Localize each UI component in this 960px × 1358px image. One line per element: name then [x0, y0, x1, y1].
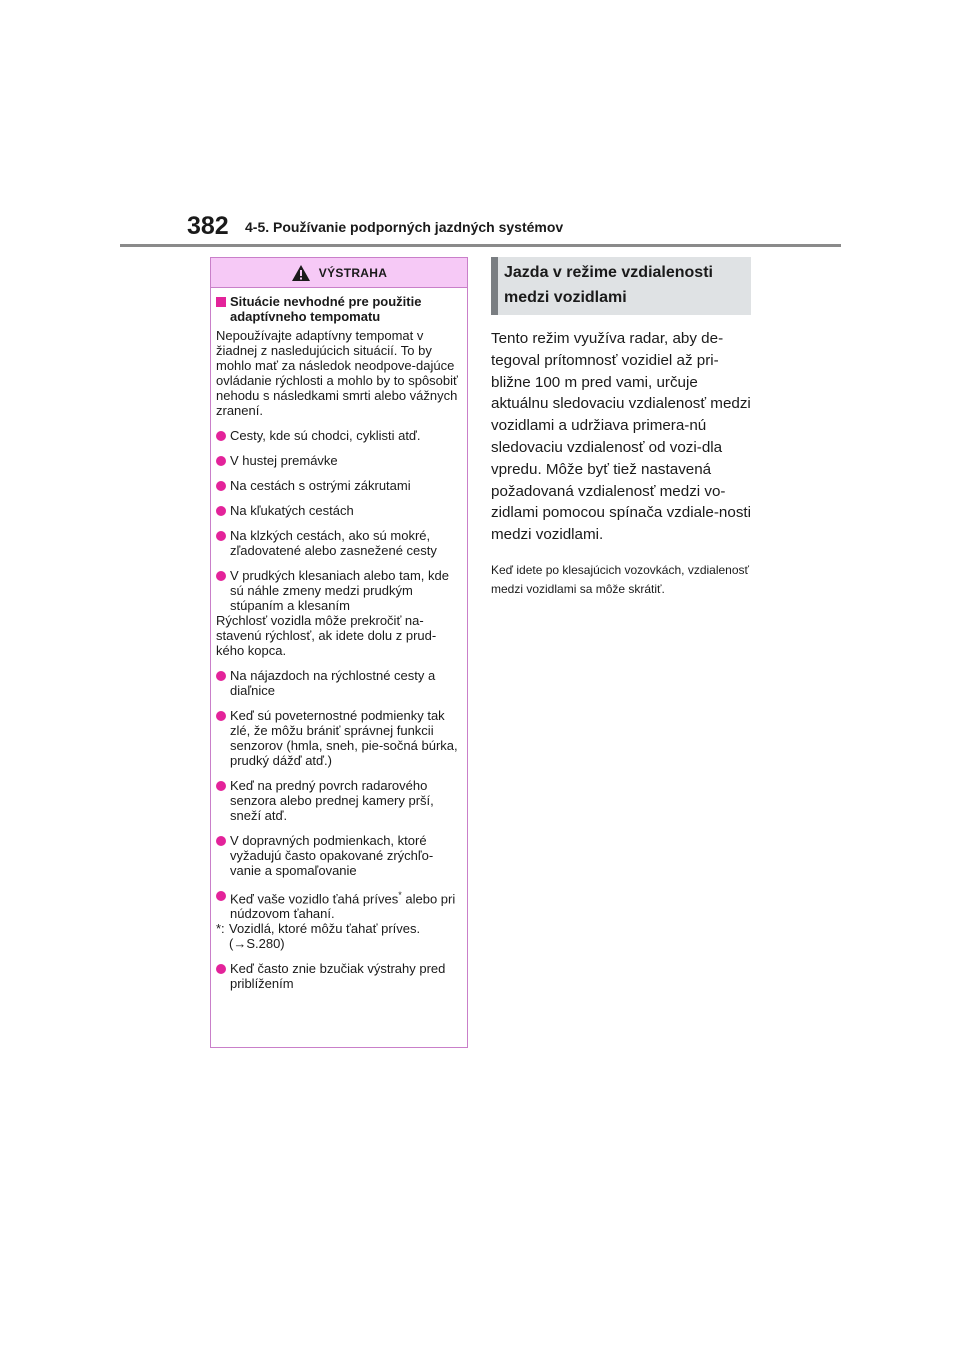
warning-item-main: V prudkých klesaniach alebo tam, kde sú náhle zmeny medzi prudkým stúpaním a klesaním [230, 568, 449, 613]
warning-subtitle [216, 294, 461, 324]
warning-list-item [216, 833, 461, 878]
warning-note: Rýchlosť vozidla môže prekročiť na-stavenú rýchlosť, ak idete dolu z prud-kého kopca. [216, 613, 437, 658]
round-bullet-icon [216, 891, 226, 901]
round-bullet-icon [216, 571, 226, 581]
warning-list-item [216, 528, 461, 558]
warning-header [211, 258, 467, 288]
warning-item-main: Keď sú poveternostné podmienky tak zlé, že môžu brániť správnej funkcii senzorov (hmla, sneh, pie-sočná búrka, prudký dážď atď.) [230, 708, 458, 768]
warning-triangle-icon [291, 264, 311, 282]
section-heading: Jazda v režime vzdialenosti medzi vozidlami [491, 257, 751, 315]
warning-list-item [216, 428, 461, 443]
warning-item-text [230, 668, 461, 698]
warning-list-item [216, 478, 461, 493]
warning-item-text [230, 568, 461, 613]
round-bullet-icon [216, 671, 226, 681]
warning-item-text [230, 888, 461, 921]
warning-list-item [216, 668, 461, 698]
warning-item-text [230, 778, 461, 823]
section-header: 4-5. Používanie podporných jazdných systémov [245, 219, 564, 235]
header-rule [120, 244, 841, 247]
warning-list-item [216, 888, 461, 921]
footnote-ref: * [398, 890, 402, 900]
right-column [491, 257, 751, 600]
warning-item-text [230, 833, 461, 878]
footnote [216, 921, 461, 951]
round-bullet-icon [216, 431, 226, 441]
footnote-mark: *: [216, 921, 225, 937]
warning-item-text [230, 708, 461, 768]
warning-item-main: Na nájazdoch na rýchlostné cesty a diaľnice [230, 668, 436, 698]
round-bullet-icon [216, 506, 226, 516]
warning-item-text [230, 428, 421, 443]
warning-item-main: Na cestách s ostrými zákrutami [230, 478, 411, 493]
warning-item-main: V hustej premávke [230, 453, 338, 468]
warning-item-main: Na kľukatých cestách [230, 503, 354, 518]
warning-list-item [216, 778, 461, 823]
warning-box [210, 257, 468, 1048]
warning-item-main: Na klzkých cestách, ako sú mokré, zľadovatené alebo zasnežené cesty [230, 528, 437, 558]
square-bullet-icon [216, 297, 226, 307]
body-paragraph: Tento režim využíva radar, aby de-tegoval prítomnosť vozidiel až pri-bližne 100 m pred vami, určuje aktuálnu sledovaciu vzdialenosť medzi vozidlami a udržiava primera-nú sledovaciu vzdialenosť od vozi-dla vpredu. Môže byť tiež nastavená požadovaná vzdialenosť medzi vo-zidlami pomocou spínača vzdiale-nosti medzi vozidlami. [491, 330, 752, 544]
warning-item-main: Keď vaše vozidlo ťahá príves [230, 891, 399, 907]
warning-item-text [230, 478, 411, 493]
warning-list-item [216, 453, 461, 468]
warning-intro: Nepoužívajte adaptívny tempomat v žiadnej z nasledujúcich situácií. To by mohlo mať za následok neodpove-dajúce ovládanie rýchlosti a mohlo by to spôsobiť nehodu s následkami smrti alebo vážnych zranení. [216, 328, 458, 418]
warning-item-text [230, 961, 461, 991]
warning-item-continuation: alebo pri núdzovom ťahaní. [230, 891, 456, 922]
warning-body [211, 288, 467, 991]
warning-list-item [216, 503, 461, 518]
round-bullet-icon [216, 836, 226, 846]
round-bullet-icon [216, 456, 226, 466]
round-bullet-icon [216, 481, 226, 491]
warning-list-item [216, 961, 461, 991]
warning-item-text [230, 453, 338, 468]
footnote-text: Vozidlá, ktoré môžu ťahať príves. (→S.280) [229, 921, 421, 952]
page-number: 382 [187, 212, 229, 240]
warning-list-item [216, 568, 461, 613]
warning-item-main: V dopravných podmienkach, ktoré vyžadujú často opakované zrýchľo-vanie a spomaľovanie [230, 833, 434, 878]
warning-list [216, 428, 461, 991]
warning-title: VÝSTRAHA [318, 265, 388, 280]
warning-item-main: Keď na predný povrch radarového senzora alebo prednej kamery prší, sneží atď. [230, 778, 434, 823]
round-bullet-icon [216, 964, 226, 974]
warning-item-main: Keď často znie bzučiak výstrahy pred priblížením [230, 961, 446, 992]
note-paragraph: Keď idete po klesajúcich vozovkách, vzdialenosť medzi vozidlami sa môže skrátiť. [491, 562, 750, 597]
round-bullet-icon [216, 781, 226, 791]
warning-item-text [230, 503, 354, 518]
round-bullet-icon [216, 711, 226, 721]
warning-list-item [216, 708, 461, 768]
warning-subtitle-text: Situácie nevhodné pre použitie adaptívneho tempomatu [230, 294, 422, 324]
round-bullet-icon [216, 531, 226, 541]
warning-item-text [230, 528, 461, 558]
warning-item-main: Cesty, kde sú chodci, cyklisti atď. [230, 428, 421, 443]
